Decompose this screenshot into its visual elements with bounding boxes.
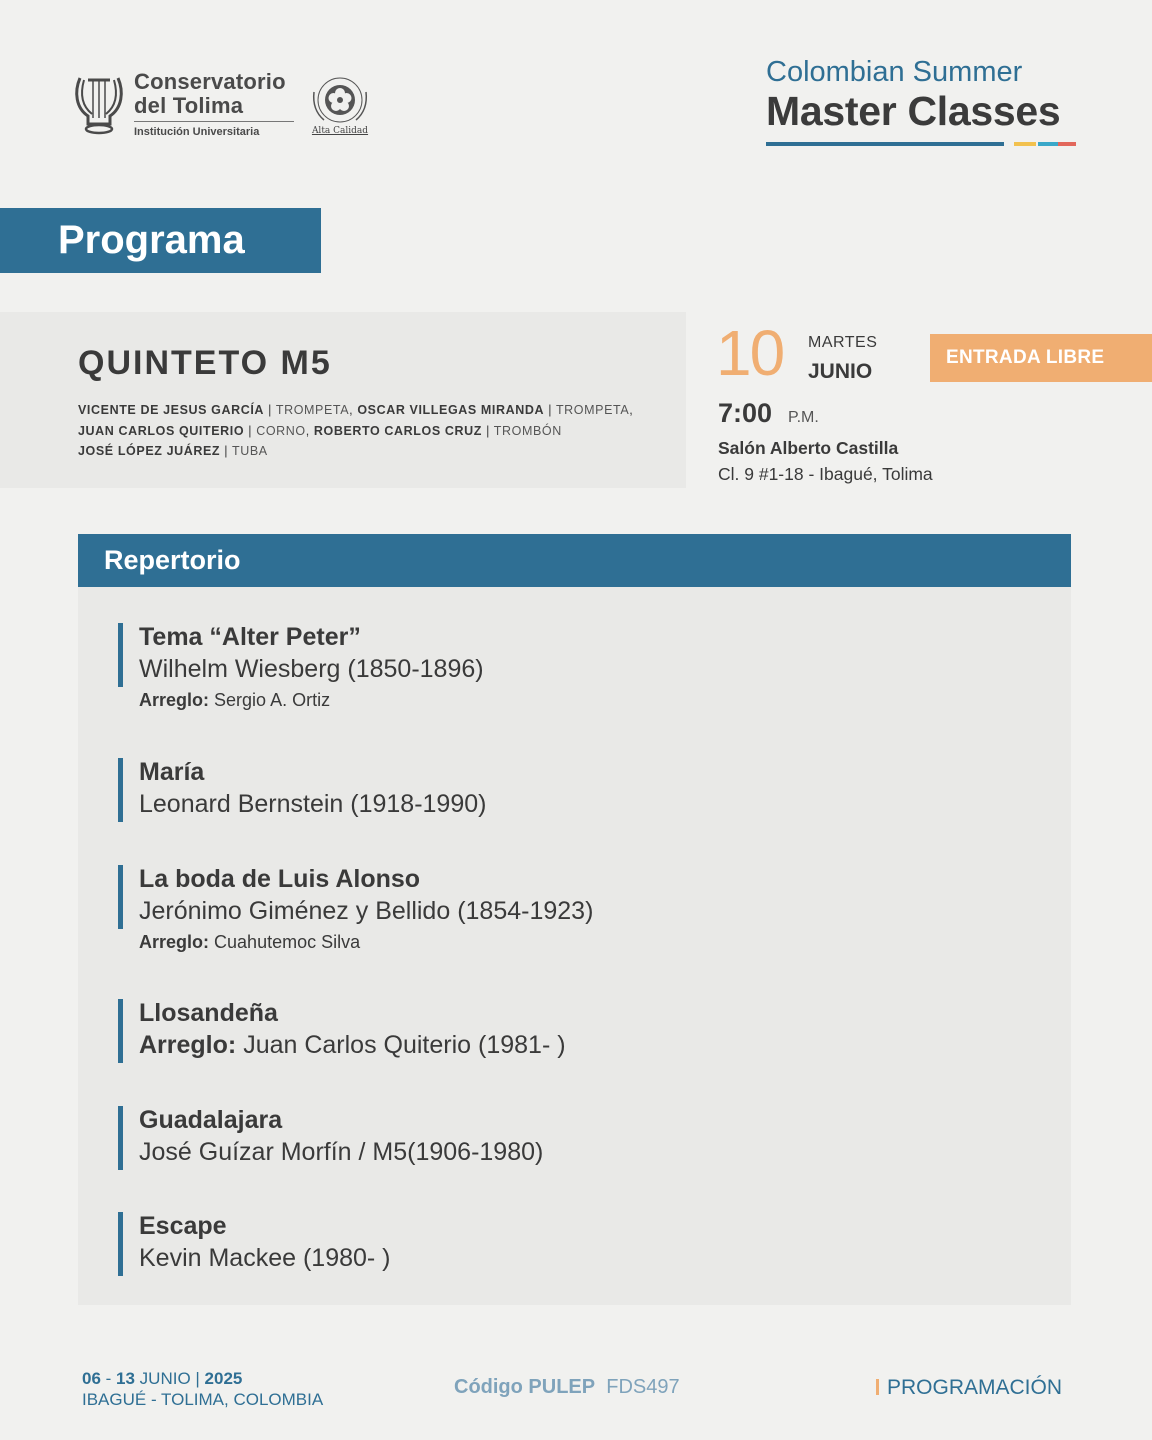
institution-logo xyxy=(72,70,382,142)
date-year: 2025 xyxy=(204,1369,243,1388)
institution-subtitle: Institución Universitaria xyxy=(134,126,260,138)
date-start: 06 xyxy=(82,1369,101,1388)
arrangement-label: Arreglo: xyxy=(139,1031,237,1059)
arrangement-label: Arreglo: xyxy=(139,932,210,952)
free-entry-badge xyxy=(930,334,1152,382)
piece-arrangement-line xyxy=(139,1029,566,1061)
section-banner xyxy=(0,208,321,273)
footer-section xyxy=(876,1376,1062,1400)
performer-instrument: TROMPETA xyxy=(275,403,350,417)
piece-title: María xyxy=(139,758,205,786)
lyre-icon xyxy=(72,72,126,136)
piece-accent-bar xyxy=(118,1212,123,1276)
institution-name-line2: del Tolima xyxy=(134,93,244,118)
free-entry-label: ENTRADA LIBRE xyxy=(946,347,1105,368)
brand-underline xyxy=(766,142,1076,146)
piece-composer: Wilhelm Wiesberg (1850-1896) xyxy=(139,655,484,683)
performer-name: VICENTE DE JESUS GARCÍA xyxy=(78,403,265,417)
date-month: JUNIO | xyxy=(134,1369,205,1388)
event-weekday: MARTES xyxy=(808,334,878,351)
section-title: Programa xyxy=(58,218,245,262)
footer-date-range xyxy=(82,1368,323,1389)
event-venue: Salón Alberto Castilla xyxy=(718,438,899,458)
piece-title: Guadalajara xyxy=(139,1106,283,1134)
ensemble-name: QUINTETO M5 xyxy=(78,344,332,382)
piece-accent-bar xyxy=(118,1106,123,1170)
piece-accent-bar xyxy=(118,999,123,1063)
piece-composer: Jerónimo Giménez y Bellido (1854-1923) xyxy=(139,897,594,925)
arrangement-label: Arreglo: xyxy=(139,690,210,710)
arranger-name: Sergio A. Ortiz xyxy=(214,690,331,710)
brand-rule-segment xyxy=(1014,142,1036,146)
date-end: 13 xyxy=(116,1369,135,1388)
institution-name-line1: Conservatorio xyxy=(134,69,286,94)
piece-title: Tema “Alter Peter” xyxy=(139,623,361,651)
event-time: 7:00 xyxy=(718,398,773,428)
repertoire-title: Repertorio xyxy=(104,545,241,575)
piece-accent-bar xyxy=(118,758,123,822)
piece-arranger xyxy=(139,927,593,957)
date-separator: - xyxy=(100,1369,117,1388)
piece-composer: Leonard Bernstein (1918-1990) xyxy=(139,790,487,818)
piece-arranger xyxy=(139,685,484,715)
seal-caption: Alta Calidad xyxy=(311,126,369,136)
footer-section-label: PROGRAMACIÓN xyxy=(887,1376,1063,1399)
accreditation-seal xyxy=(304,70,376,140)
performer-name: JUAN CARLOS QUITERIO xyxy=(78,423,245,438)
performer-name: ROBERTO CARLOS CRUZ xyxy=(313,423,482,438)
event-month: JUNIO xyxy=(808,360,873,383)
performer-list: VICENTE DE JESUS GARCÍA | TROMPETA, OSCAR VILLEGAS MIRANDA | TROMPETA, JUAN CARLOS QUITERIO | CORNO, ROBERTO CARLOS CRUZ | TROMBÓN JOSÉ LÓPEZ JUÁREZ | TUBA xyxy=(78,403,634,458)
footer-pipe-marker xyxy=(876,1379,879,1395)
pulep-code xyxy=(454,1376,680,1399)
pulep-value: FDS497 xyxy=(606,1376,680,1398)
piece-title: La boda de Luis Alonso xyxy=(139,865,421,893)
piece-accent-bar xyxy=(118,623,123,687)
arranger-name: Juan Carlos Quiterio (1981- ) xyxy=(243,1031,566,1059)
brand-line2: Master Classes xyxy=(766,88,1061,134)
footer-dates xyxy=(82,1368,323,1410)
repertoire-header xyxy=(78,534,1071,587)
performer-instrument: CORNO xyxy=(256,423,306,438)
brand-line1: Colombian Summer xyxy=(766,56,1023,88)
logo-divider xyxy=(134,121,294,122)
piece-composer: Kevin Mackee (1980- ) xyxy=(139,1244,391,1272)
event-brand xyxy=(746,56,1076,146)
flower-emblem-icon xyxy=(304,70,376,128)
brand-rule-segment xyxy=(1058,142,1076,146)
footer-location: IBAGUÉ - TOLIMA, COLOMBIA xyxy=(82,1390,324,1409)
performer-name: OSCAR VILLEGAS MIRANDA xyxy=(357,403,545,417)
performer-instrument: TUBA xyxy=(231,444,268,458)
event-day: 10 xyxy=(716,317,784,389)
event-time-suffix: P.M. xyxy=(788,409,819,426)
pulep-label: Código PULEP xyxy=(454,1376,596,1398)
performer-instrument: TROMBÓN xyxy=(493,423,562,438)
performer-name: JOSÉ LÓPEZ JUÁREZ xyxy=(78,444,221,458)
brand-rule-segment xyxy=(1038,142,1058,146)
arranger-name: Cuahutemoc Silva xyxy=(214,932,361,952)
piece-composer: José Guízar Morfín / M5(1906-1980) xyxy=(139,1138,544,1166)
piece-accent-bar xyxy=(118,865,123,929)
event-address: Cl. 9 #1-18 - Ibagué, Tolima xyxy=(718,464,933,484)
brand-rule-segment xyxy=(766,142,1004,146)
piece-title: Escape xyxy=(139,1212,227,1240)
piece-title: Llosandeña xyxy=(139,999,278,1027)
performer-instrument: TROMPETA xyxy=(555,403,630,417)
